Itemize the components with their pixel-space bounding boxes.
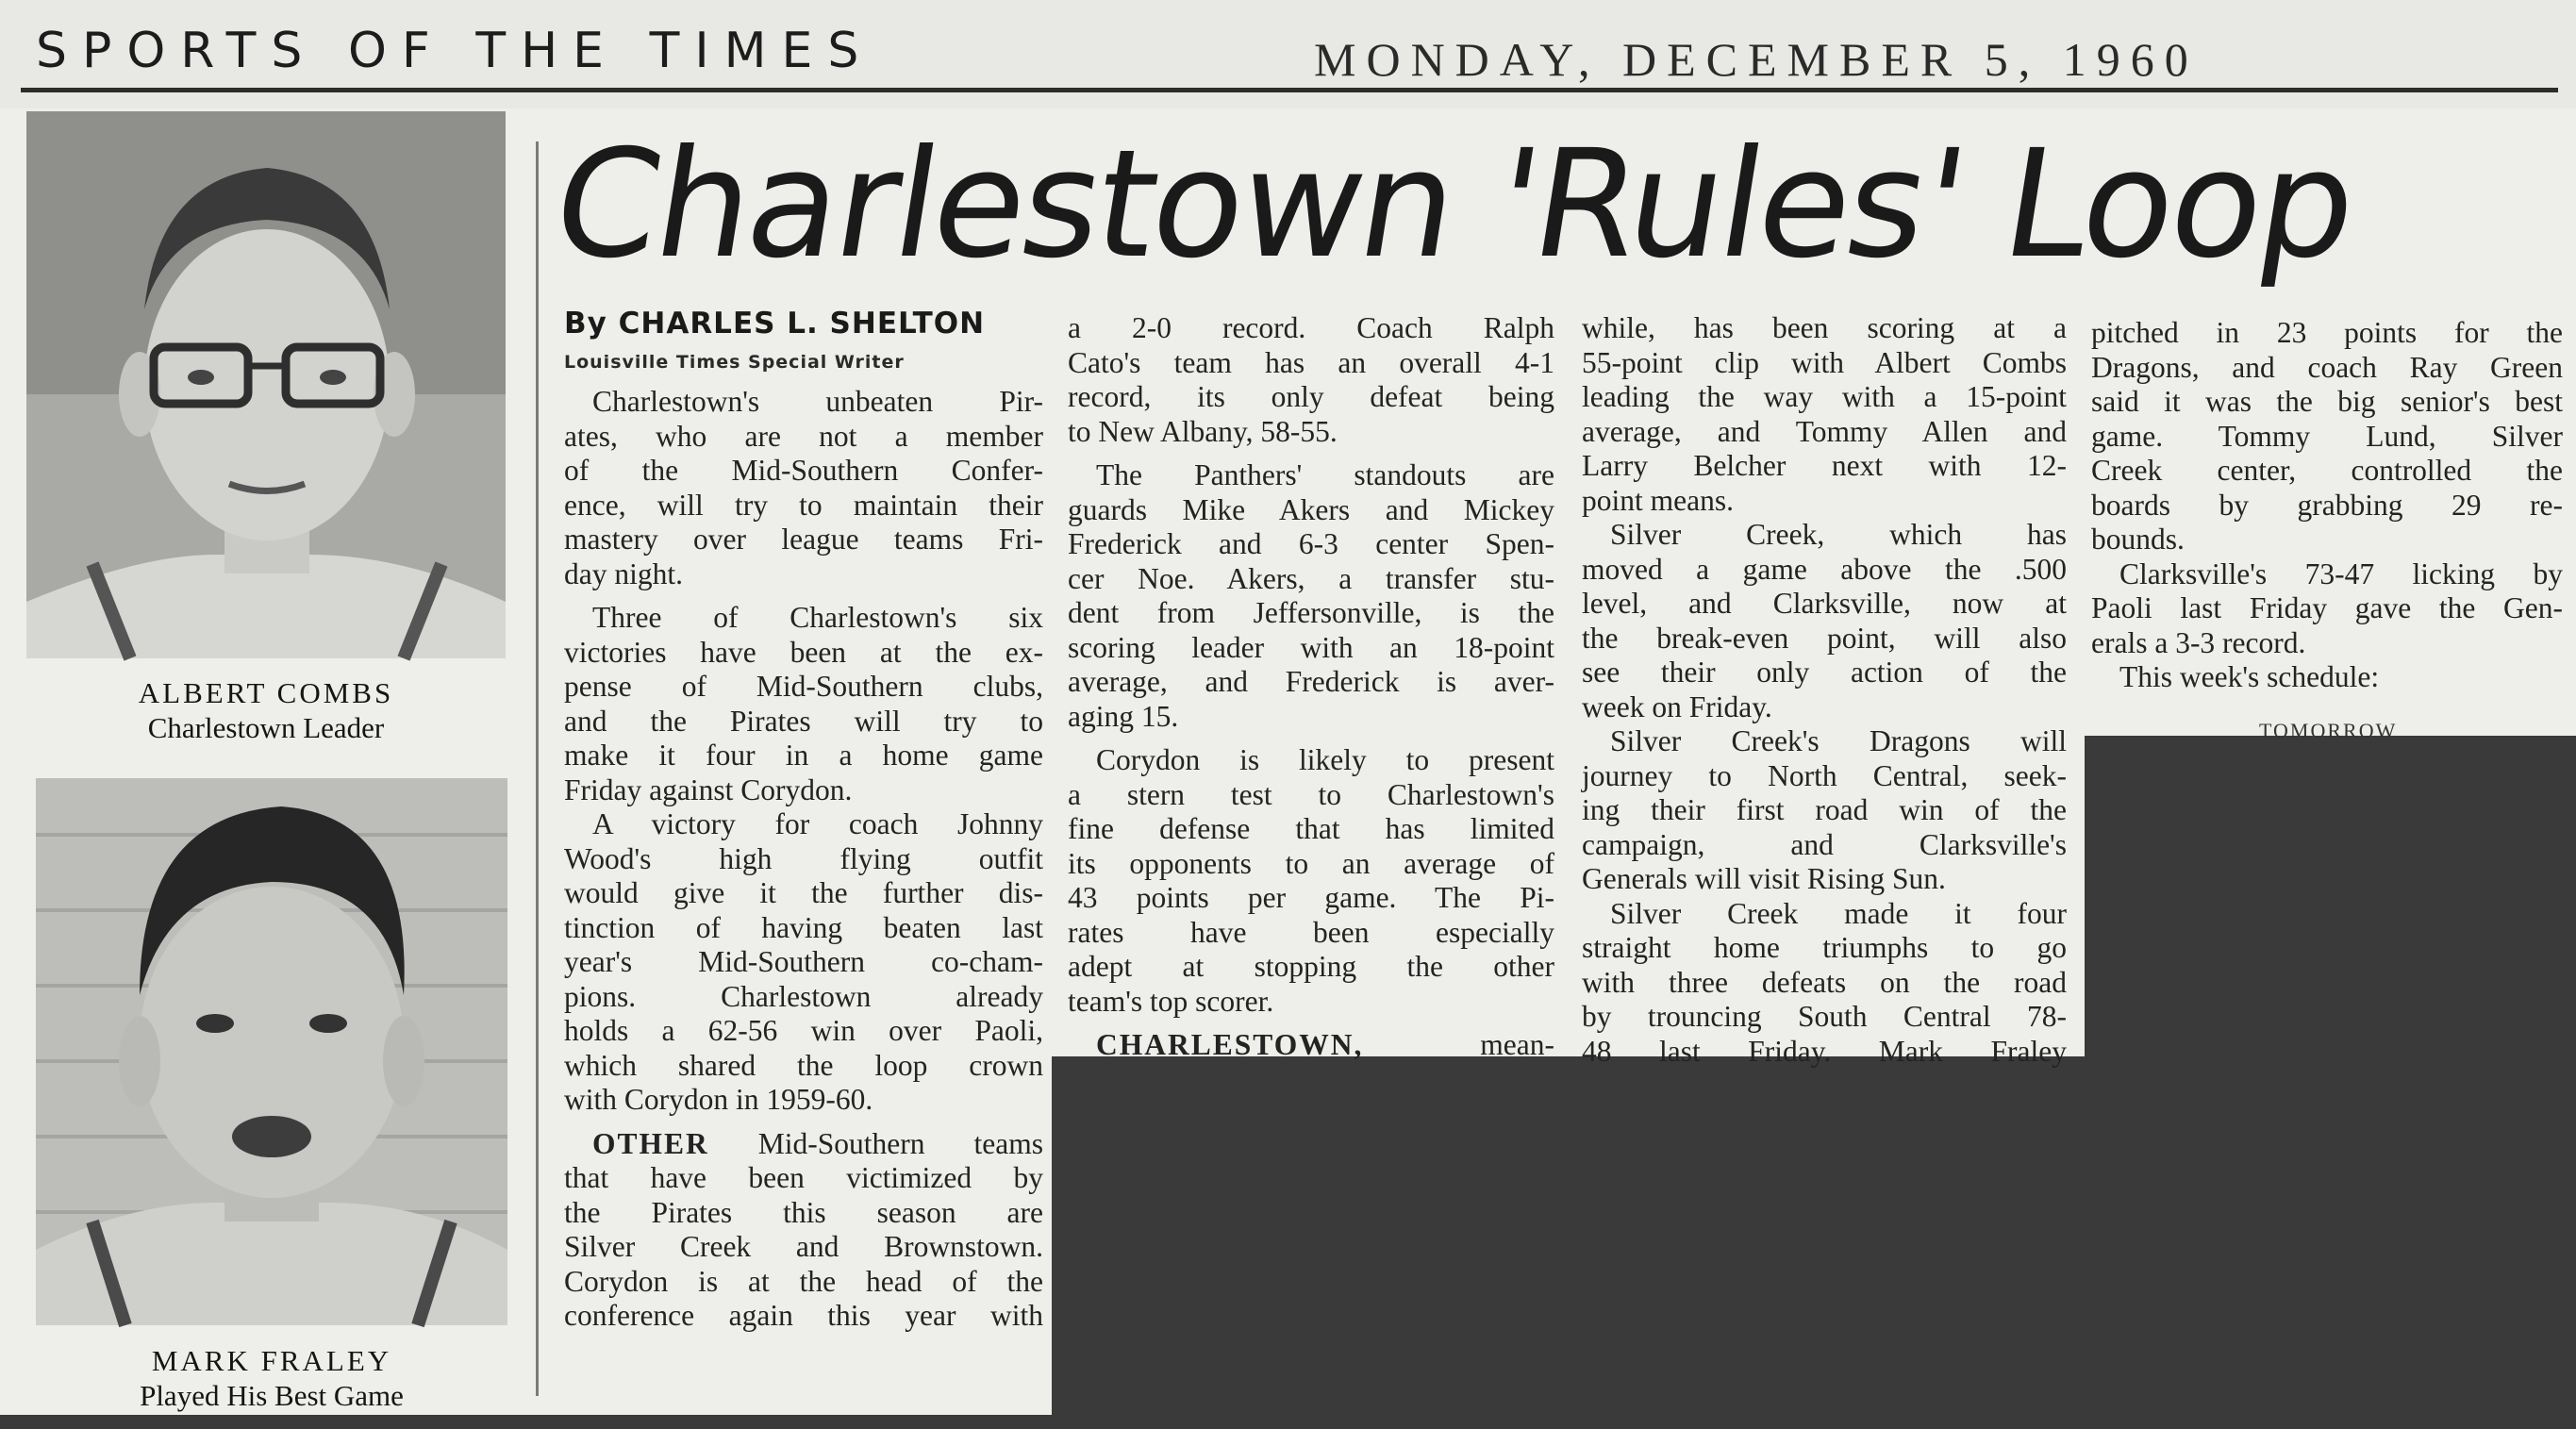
- line: rates have been especially: [1068, 915, 1554, 949]
- line: Paoli last Friday gave the Gen-: [2091, 591, 2563, 624]
- line: aging 15.: [1068, 699, 1179, 733]
- line: Dragons, and coach Ray Green: [2091, 350, 2563, 384]
- article-column-1: [564, 307, 1043, 1334]
- line: with Corydon in 1959-60.: [564, 1083, 873, 1116]
- line: guards Mike Akers and Mickey: [1068, 492, 1554, 526]
- photo-albert-combs: [26, 111, 506, 658]
- line: straight home triumphs to go: [1582, 931, 2067, 964]
- line: campaign, and Clarksville's: [1582, 827, 2067, 861]
- photo-caption-mark-fraley: [36, 1343, 507, 1413]
- line: ence, will try to maintain their: [564, 488, 1043, 522]
- line: its opponents to an average of: [1068, 846, 1554, 880]
- line: Silver Creek, which has: [1610, 518, 2067, 551]
- line: point means.: [1582, 483, 1734, 517]
- line: said it was the big senior's best: [2091, 385, 2563, 418]
- line: ates, who are not a member: [564, 419, 1043, 453]
- line: Wood's high flying outfit: [564, 841, 1043, 875]
- line: Larry Belcher next with 12-: [1582, 449, 2067, 482]
- line: make it four in a home game: [564, 739, 1043, 772]
- line: dent from Jeffersonville, is the: [1068, 596, 1554, 629]
- line: pitched in 23 points for the: [2091, 316, 2563, 349]
- line: team's top scorer.: [1068, 984, 1274, 1018]
- line: year's Mid-Southern co-cham-: [564, 945, 1043, 978]
- line: while, has been scoring at a: [1582, 311, 2067, 344]
- line: Charlestown's unbeaten Pir-: [592, 385, 1043, 418]
- line: journey to North Central, seek-: [1582, 758, 2067, 792]
- masthead-rule: [21, 88, 2558, 92]
- truncated-schedule-heading: TOMORROW: [2259, 719, 2398, 742]
- line: ing their first road win of the: [1582, 793, 2067, 826]
- lead-in: OTHER: [592, 1126, 709, 1160]
- line: to New Albany, 58-55.: [1068, 414, 1338, 448]
- headline: Charlestown 'Rules' Loop: [542, 118, 2367, 291]
- line: see their only action of the: [1582, 656, 2067, 689]
- section-title: SPORTS OF THE TIMES: [36, 23, 874, 79]
- caption-player-note: Played His Best Game: [140, 1379, 404, 1412]
- line: average, and Tommy Allen and: [1582, 414, 2067, 448]
- column-rule: [536, 141, 539, 1396]
- photo-caption-albert-combs: [26, 675, 506, 745]
- line: Clarksville's 73-47 licking by: [2119, 557, 2563, 590]
- portrait-illustration: [36, 778, 507, 1325]
- line: Cato's team has an overall 4-1: [1068, 345, 1554, 379]
- line: tinction of having beaten last: [564, 910, 1043, 944]
- issue-date: MONDAY, DECEMBER 5, 1960: [1314, 33, 2199, 86]
- line: mastery over league teams Fri-: [564, 523, 1043, 556]
- line: leading the way with a 15-point: [1582, 380, 2067, 413]
- line: by trouncing South Central 78-: [1582, 1000, 2067, 1033]
- line-text: Mid-Southern teams: [708, 1126, 1043, 1160]
- line: Generals will visit Rising Sun.: [1582, 862, 1946, 895]
- line: [1068, 1028, 1554, 1063]
- line: pions. Charlestown already: [564, 979, 1043, 1013]
- line: game. Tommy Lund, Silver: [2091, 419, 2563, 453]
- line: a 2-0 record. Coach Ralph: [1068, 311, 1554, 344]
- line: fine defense that has limited: [1068, 812, 1554, 845]
- caption-player-name: MARK FRALEY: [151, 1344, 392, 1377]
- line: boards by grabbing 29 re-: [2091, 488, 2563, 522]
- line: victories have been at the ex-: [564, 635, 1043, 669]
- line: level, and Clarksville, now at: [1582, 587, 2067, 620]
- line: conference again this year with: [564, 1299, 1043, 1332]
- line: 48 last Friday. Mark Fraley: [1582, 1034, 2067, 1068]
- line: Silver Creek's Dragons will: [1610, 724, 2067, 757]
- article-column-2: [1068, 311, 1554, 1063]
- line: day night.: [564, 557, 683, 590]
- caption-player-name: ALBERT COMBS: [138, 676, 394, 709]
- line: Three of Charlestown's six: [592, 601, 1043, 634]
- line: Silver Creek and Brownstown.: [564, 1230, 1043, 1263]
- article-column-4: [2091, 316, 2563, 695]
- line: pense of Mid-Southern clubs,: [564, 670, 1043, 703]
- line: of the Mid-Southern Confer-: [564, 454, 1043, 487]
- line: a stern test to Charlestown's: [1068, 777, 1554, 811]
- caption-player-note: Charlestown Leader: [147, 711, 385, 744]
- line: 55-point clip with Albert Combs: [1582, 345, 2067, 379]
- line: moved a game above the .500: [1582, 552, 2067, 586]
- article-column-3: [1582, 311, 2067, 1069]
- line: The Panthers' standouts are: [1096, 458, 1554, 491]
- line: erals a 3-3 record.: [2091, 625, 2306, 659]
- line: [564, 1127, 1043, 1162]
- line: would give it the further dis-: [564, 876, 1043, 909]
- line: holds a 62-56 win over Paoli,: [564, 1014, 1043, 1047]
- line: Frederick and 6-3 center Spen-: [1068, 527, 1554, 560]
- line: Silver Creek made it four: [1610, 896, 2067, 930]
- line: Corydon is at the head of the: [564, 1264, 1043, 1298]
- line: This week's schedule:: [2119, 660, 2380, 693]
- line: Corydon is likely to present: [1096, 743, 1554, 776]
- masthead: [0, 0, 2576, 108]
- portrait-illustration: [26, 111, 506, 658]
- line: Creek center, controlled the: [2091, 454, 2563, 487]
- line: adept at stopping the other: [1068, 950, 1554, 983]
- line: and the Pirates will try to: [564, 704, 1043, 738]
- line: scoring leader with an 18-point: [1068, 630, 1554, 664]
- byline-title: Louisville Times Special Writer: [564, 351, 905, 373]
- line: cer Noe. Akers, a transfer stu-: [1068, 561, 1554, 595]
- line: record, its only defeat being: [1068, 380, 1554, 413]
- line: Friday against Corydon.: [564, 773, 853, 806]
- line: week on Friday.: [1582, 690, 1772, 723]
- line: 43 points per game. The Pi-: [1068, 881, 1554, 914]
- line: with three defeats on the road: [1582, 965, 2067, 999]
- line: the break-even point, will also: [1582, 621, 2067, 655]
- line: the Pirates this season are: [564, 1195, 1043, 1229]
- line-text: mean-: [1363, 1028, 1554, 1061]
- line: that have been victimized by: [564, 1161, 1043, 1194]
- line: A victory for coach Johnny: [592, 807, 1043, 840]
- lead-in: CHARLESTOWN,: [1096, 1028, 1364, 1061]
- line: bounds.: [2091, 523, 2185, 556]
- line: average, and Frederick is aver-: [1068, 665, 1554, 698]
- line: which shared the loop crown: [564, 1048, 1043, 1082]
- byline: By CHARLES L. SHELTON: [564, 307, 986, 341]
- photo-mark-fraley: [36, 778, 507, 1325]
